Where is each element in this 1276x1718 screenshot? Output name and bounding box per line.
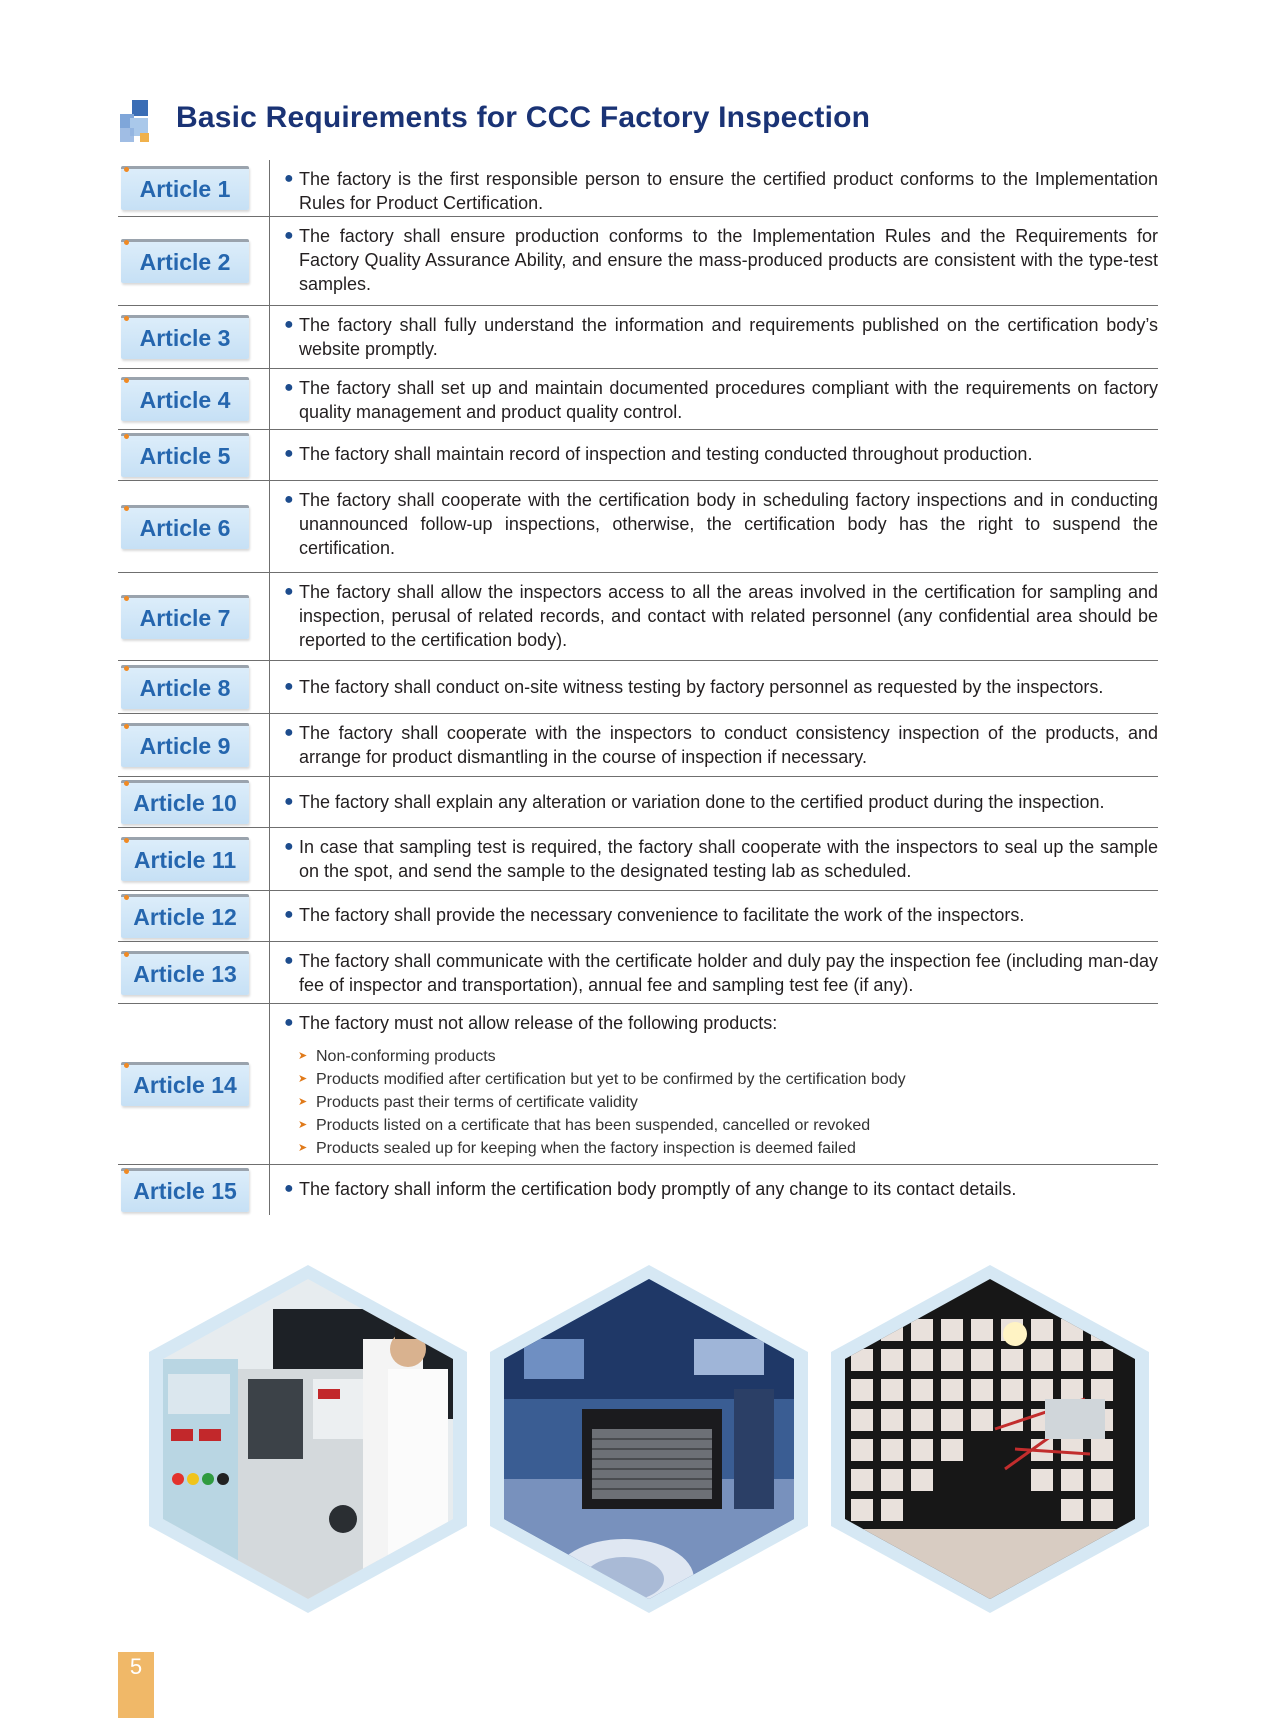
article-row xyxy=(118,369,1158,430)
bullet-icon: ● xyxy=(284,491,294,508)
article-text: The factory shall provide the necessary convenience to facilitate the work of the inspectors. xyxy=(299,905,1025,925)
bullet-icon: ● xyxy=(284,445,294,462)
article-text: The factory shall maintain record of inspection and testing conducted throughout production. xyxy=(299,444,1033,464)
article-badge: Article 2 xyxy=(121,239,249,283)
article-text: In case that sampling test is required, the factory shall cooperate with the inspectors to seal up the sample on the spot, and send the sample to the designated testing lab as scheduled. xyxy=(299,837,1158,881)
article-text: The factory shall explain any alteration or variation done to the certified product during the inspection. xyxy=(299,792,1105,812)
article-row xyxy=(118,714,1158,777)
article-badge: Article 14 xyxy=(121,1062,249,1106)
article-badge: Article 8 xyxy=(121,665,249,709)
arrow-bullet-icon: ➤ xyxy=(298,1096,308,1108)
list-item: ➤ Non-conforming products xyxy=(298,1045,1158,1068)
bullet-icon: ● xyxy=(284,379,294,396)
bullet-icon: ● xyxy=(284,952,294,969)
bullet-icon: ● xyxy=(284,1014,294,1031)
article-text: The factory must not allow release of the following products: xyxy=(299,1013,778,1033)
article-row xyxy=(118,217,1158,306)
bullet-icon: ● xyxy=(284,316,294,333)
article-badge: Article 12 xyxy=(121,894,249,938)
bullet-icon: ● xyxy=(284,583,294,600)
article-badge: Article 9 xyxy=(121,723,249,767)
article-badge: Article 4 xyxy=(121,377,249,421)
section-logo-icon xyxy=(120,100,152,144)
article-row xyxy=(118,306,1158,369)
article-badge: Article 10 xyxy=(121,780,249,824)
article-text: The factory shall cooperate with the inspectors to conduct consistency inspection of the products, and arrange for product dismantling in the course of inspection if necessary. xyxy=(299,723,1158,767)
list-item: ➤ Products sealed up for keeping when the factory inspection is deemed failed xyxy=(298,1137,1158,1160)
article-badge: Article 11 xyxy=(121,837,249,881)
article-row xyxy=(118,481,1158,573)
article-badge: Article 1 xyxy=(121,166,249,210)
bullet-icon: ● xyxy=(284,1180,294,1197)
photo-anechoic-chamber xyxy=(831,1265,1149,1613)
article-row xyxy=(118,573,1158,661)
article-text: The factory shall conduct on-site witness testing by factory personnel as requested by the inspectors. xyxy=(299,677,1104,697)
bullet-icon: ● xyxy=(284,724,294,741)
article-text: The factory shall ensure production conforms to the Implementation Rules and the Requirements for Factory Quality Assurance Ability, and ensure the mass-produced products are consistent with the type-test samples. xyxy=(299,226,1158,294)
article-text: The factory is the first responsible person to ensure the certified product conforms to the Implementation Rules for Product Certification. xyxy=(299,169,1158,213)
article-row xyxy=(118,661,1158,714)
article-row xyxy=(118,828,1158,891)
list-item: ➤ Products past their terms of certificate validity xyxy=(298,1091,1158,1114)
article-badge: Article 15 xyxy=(121,1168,249,1212)
article-badge: Article 13 xyxy=(121,951,249,995)
bullet-icon: ● xyxy=(284,793,294,810)
article-row xyxy=(118,1165,1158,1215)
article-row xyxy=(118,891,1158,942)
arrow-bullet-icon: ➤ xyxy=(298,1119,308,1131)
arrow-bullet-icon: ➤ xyxy=(298,1142,308,1154)
photo-test-bench xyxy=(149,1265,467,1613)
article-row xyxy=(118,160,1158,217)
article-row xyxy=(118,430,1158,481)
article-text: The factory shall inform the certification body promptly of any change to its contact details. xyxy=(299,1179,1017,1199)
bullet-icon: ● xyxy=(284,678,294,695)
arrow-bullet-icon: ➤ xyxy=(298,1050,308,1062)
article-badge: Article 5 xyxy=(121,433,249,477)
arrow-bullet-icon: ➤ xyxy=(298,1073,308,1085)
article-text: The factory shall fully understand the information and requirements published on the certification body’s website promptly. xyxy=(299,315,1158,359)
list-item: ➤ Products modified after certification but yet to be confirmed by the certification body xyxy=(298,1068,1158,1091)
article-row xyxy=(118,1004,1158,1165)
article-text: The factory shall communicate with the certificate holder and duly pay the inspection fee (including man-day fee of inspector and transportation), annual fee and sampling test fee (if any). xyxy=(299,951,1158,995)
page-number: 5 xyxy=(118,1652,154,1718)
excluded-products-list xyxy=(298,1045,1158,1160)
article-badge: Article 7 xyxy=(121,595,249,639)
bullet-icon: ● xyxy=(284,227,294,244)
article-badge: Article 6 xyxy=(121,505,249,549)
bullet-icon: ● xyxy=(284,838,294,855)
page-title: Basic Requirements for CCC Factory Inspection xyxy=(176,101,871,134)
bullet-icon: ● xyxy=(284,170,294,187)
articles-table xyxy=(118,160,1158,1215)
article-row xyxy=(118,777,1158,828)
list-item: ➤ Products listed on a certificate that has been suspended, cancelled or revoked xyxy=(298,1114,1158,1137)
article-text: The factory shall cooperate with the certification body in scheduling factory inspections and in conducting unannounced follow-up inspections, otherwise, the certification body has the right to suspend the certification. xyxy=(299,490,1158,558)
article-text: The factory shall allow the inspectors access to all the areas involved in the certification for sampling and inspection, perusal of related records, and contact with related personnel (any confidential area should be reported to the certification body). xyxy=(299,582,1158,650)
article-text: The factory shall set up and maintain documented procedures compliant with the requirements on factory quality management and product quality control. xyxy=(299,378,1158,422)
bullet-icon: ● xyxy=(284,906,294,923)
photo-lab-amplifier xyxy=(490,1265,808,1613)
article-row xyxy=(118,942,1158,1004)
article-badge: Article 3 xyxy=(121,315,249,359)
